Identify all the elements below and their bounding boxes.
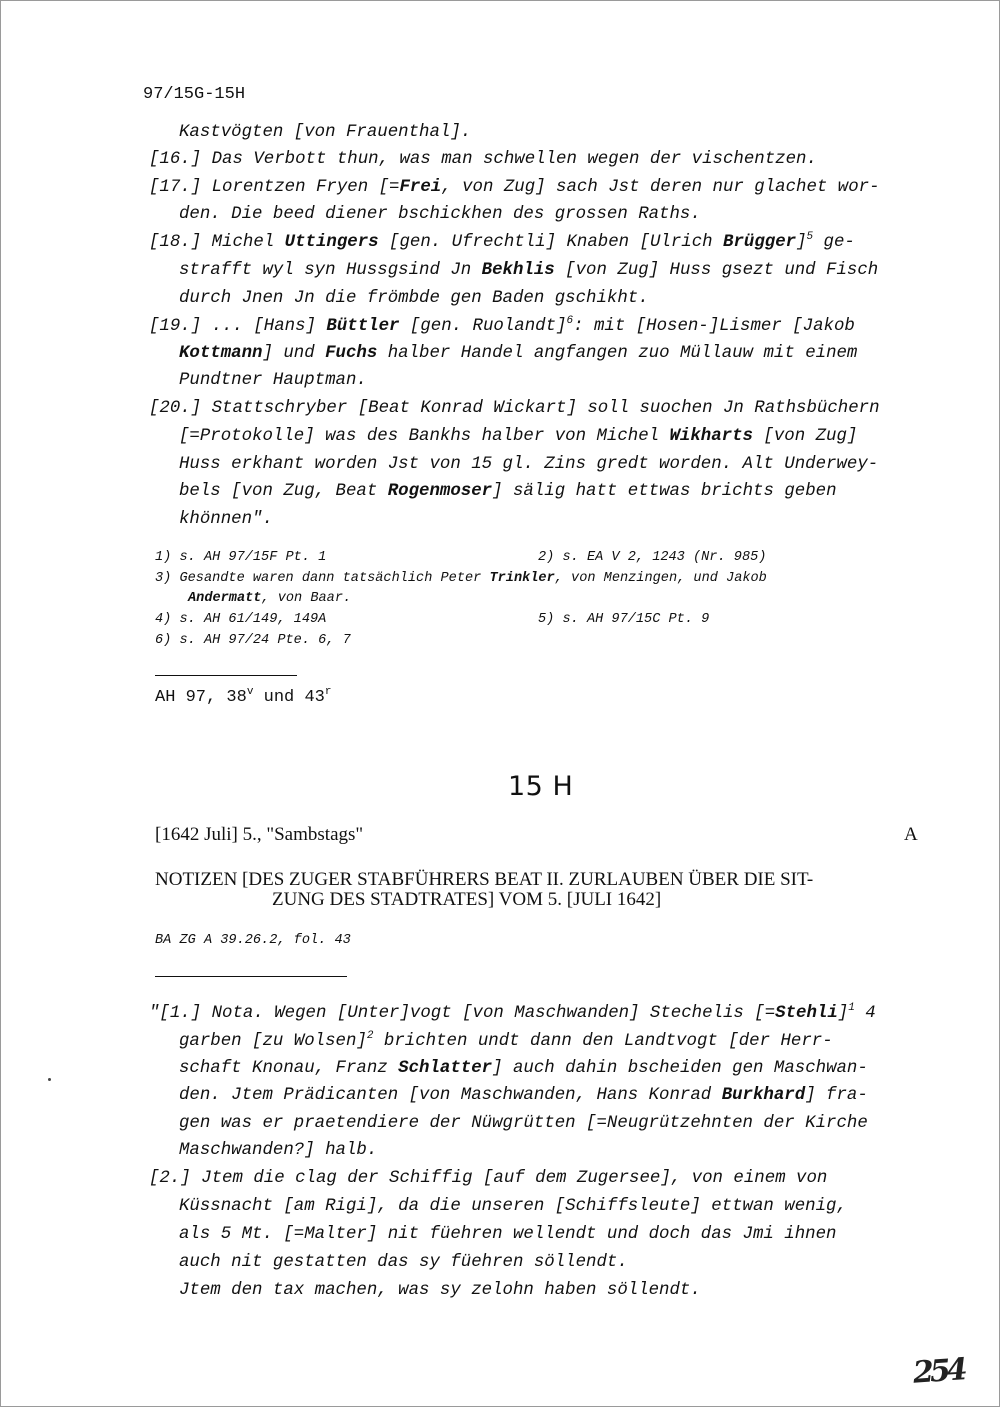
text-line: [2.] Jtem die clag der Schiffig [auf dem Zugersee], von einem von	[149, 1169, 828, 1188]
text-line: schaft Knonau, Franz Schlatter] auch dahin bscheiden gen Maschwan-	[179, 1059, 868, 1078]
footnote-1: 1) s. AH 97/15F Pt. 1	[155, 550, 327, 565]
source-reference: AH 97, 38$^v$ und 43$^r$	[155, 686, 332, 707]
text-line: khönnen".	[179, 510, 273, 529]
text-line: gen was er praetendiere der Nüwgrütten [=Neugrützehnten der Kirche	[179, 1114, 868, 1133]
text-line: den. Jtem Prädicanten [von Maschwanden, Hans Konrad Burkhard] fra-	[179, 1086, 868, 1105]
text-line: als 5 Mt. [=Malter] nit füehren wellendt und doch das Jmi ihnen	[179, 1225, 837, 1244]
section-title-line-1: NOTIZEN [DES ZUGER STABFÜHRERS BEAT II. ZURLAUBEN ÜBER DIE SIT-	[155, 869, 814, 890]
archive-reference: BA ZG A 39.26.2, fol. 43	[155, 933, 351, 948]
handwritten-page-number: 254	[911, 1352, 965, 1391]
text-line: Maschwanden?] halb.	[179, 1141, 378, 1160]
footnote-6: 6) s. AH 97/24 Pte. 6, 7	[155, 633, 351, 648]
footnote-2: 2) s. EA V 2, 1243 (Nr. 985)	[538, 550, 767, 565]
text-line: Jtem den tax machen, was sy zelohn haben söllendt.	[179, 1281, 701, 1300]
footnote-5: 5) s. AH 97/15C Pt. 9	[538, 612, 710, 627]
text-line: Pundtner Hauptman.	[179, 371, 367, 390]
text-line: strafft wyl syn Hussgsind Jn Bekhlis [von Zug] Huss gsezt und Fisch	[179, 261, 879, 280]
text-line: [16.] Das Verbott thun, was man schwellen wegen der vischentzen.	[149, 150, 817, 169]
text-line: bels [von Zug, Beat Rogenmoser] sälig hatt ettwas brichts geben	[179, 482, 837, 501]
divider	[155, 675, 297, 676]
version-marker: A	[904, 824, 918, 845]
text-line: [19.] ... [Hans] Büttler [gen. Ruolandt]$^6$: mit [Hosen-]Lismer [Jakob	[149, 315, 855, 336]
page-header-ref: 97/15G-15H	[143, 85, 246, 104]
footnote-4: 4) s. AH 61/149, 149A	[155, 612, 327, 627]
text-line: auch nit gestatten das sy füehren söllendt.	[179, 1253, 628, 1272]
text-line: [17.] Lorentzen Fryen [=Frei, von Zug] sach Jst deren nur glachet wor-	[149, 178, 880, 197]
footnote-3-cont: Andermatt, von Baar.	[188, 591, 352, 606]
divider	[155, 976, 347, 977]
text-line: "[1.] Nota. Wegen [Unter]vogt [von Maschwanden] Stechelis [=Stehli]$^1$ 4	[149, 1002, 876, 1023]
section-date: [1642 Juli] 5., "Sambstags"	[155, 824, 364, 845]
text-line: [=Protokolle] was des Bankhs halber von Michel Wikharts [von Zug]	[179, 427, 858, 446]
stray-mark	[48, 1078, 51, 1081]
text-line: [18.] Michel Uttingers [gen. Ufrechtli] Knaben [Ulrich Brügger]$^5$ ge-	[149, 231, 855, 252]
text-line: Huss erkhant worden Jst von 15 gl. Zins gredt worden. Alt Underwey-	[179, 455, 879, 474]
text-line: Küssnacht [am Rigi], da die unseren [Schiffsleute] ettwan wenig,	[179, 1197, 847, 1216]
text-line: den. Die beed diener bschickhen des grossen Raths.	[179, 205, 701, 224]
text-line: [20.] Stattschryber [Beat Konrad Wickart] soll suochen Jn Rathsbüchern	[149, 399, 880, 418]
footnote-3: 3) Gesandte waren dann tatsächlich Peter Trinkler, von Menzingen, und Jakob	[155, 571, 767, 586]
text-line: durch Jnen Jn die frömbde gen Baden gschikht.	[179, 289, 649, 308]
section-number: 15 H	[508, 771, 574, 802]
text-line: garben [zu Wolsen]$^2$ brichten undt dann den Landtvogt [der Herr-	[179, 1030, 833, 1051]
section-title-line-2: ZUNG DES STADTRATES] VOM 5. [JULI 1642]	[272, 889, 662, 910]
text-line: Kastvögten [von Frauenthal].	[179, 123, 472, 142]
text-line: Kottmann] und Fuchs halber Handel angfangen zuo Müllauw mit einem	[179, 344, 858, 363]
